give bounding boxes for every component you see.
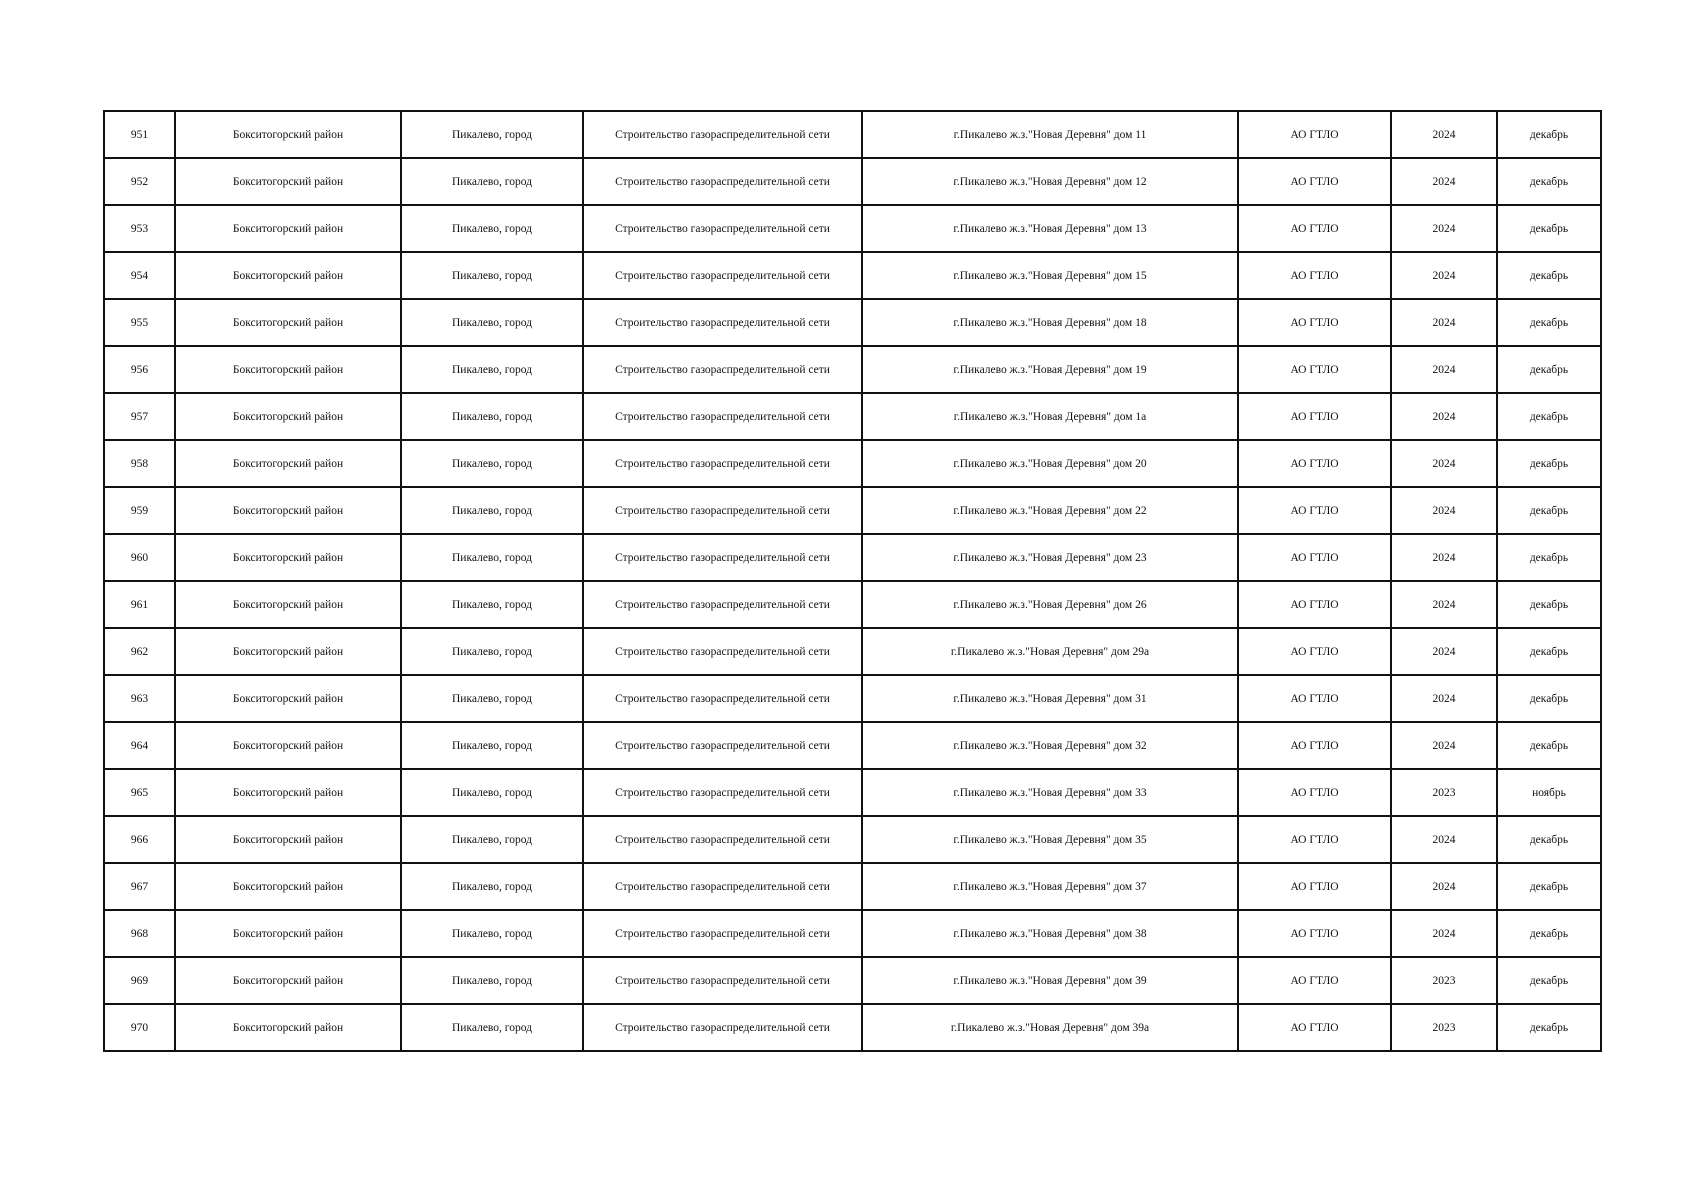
district-cell: Бокситогорский район bbox=[175, 252, 401, 299]
contractor-cell: АО ГТЛО bbox=[1238, 1004, 1391, 1051]
contractor-cell: АО ГТЛО bbox=[1238, 252, 1391, 299]
year-cell: 2023 bbox=[1391, 1004, 1497, 1051]
table-row bbox=[104, 440, 1601, 487]
year-cell: 2024 bbox=[1391, 816, 1497, 863]
district-cell: Бокситогорский район bbox=[175, 534, 401, 581]
work-type-cell: Строительство газораспределительной сети bbox=[583, 910, 862, 957]
row-number-cell: 961 bbox=[104, 581, 175, 628]
address-cell: г.Пикалево ж.з."Новая Деревня" дом 37 bbox=[862, 863, 1238, 910]
contractor-cell: АО ГТЛО bbox=[1238, 722, 1391, 769]
table-row bbox=[104, 910, 1601, 957]
work-type-cell: Строительство газораспределительной сети bbox=[583, 628, 862, 675]
address-cell: г.Пикалево ж.з."Новая Деревня" дом 39 bbox=[862, 957, 1238, 1004]
address-cell: г.Пикалево ж.з."Новая Деревня" дом 32 bbox=[862, 722, 1238, 769]
district-cell: Бокситогорский район bbox=[175, 581, 401, 628]
settlement-cell: Пикалево, город bbox=[401, 440, 583, 487]
month-cell: декабрь bbox=[1497, 158, 1601, 205]
settlement-cell: Пикалево, город bbox=[401, 957, 583, 1004]
district-cell: Бокситогорский район bbox=[175, 816, 401, 863]
month-cell: декабрь bbox=[1497, 816, 1601, 863]
district-cell: Бокситогорский район bbox=[175, 769, 401, 816]
district-cell: Бокситогорский район bbox=[175, 487, 401, 534]
address-cell: г.Пикалево ж.з."Новая Деревня" дом 20 bbox=[862, 440, 1238, 487]
settlement-cell: Пикалево, город bbox=[401, 346, 583, 393]
settlement-cell: Пикалево, город bbox=[401, 534, 583, 581]
row-number-cell: 953 bbox=[104, 205, 175, 252]
year-cell: 2024 bbox=[1391, 440, 1497, 487]
address-cell: г.Пикалево ж.з."Новая Деревня" дом 26 bbox=[862, 581, 1238, 628]
row-number-cell: 970 bbox=[104, 1004, 175, 1051]
month-cell: декабрь bbox=[1497, 205, 1601, 252]
district-cell: Бокситогорский район bbox=[175, 440, 401, 487]
table-row bbox=[104, 628, 1601, 675]
work-type-cell: Строительство газораспределительной сети bbox=[583, 581, 862, 628]
contractor-cell: АО ГТЛО bbox=[1238, 769, 1391, 816]
district-cell: Бокситогорский район bbox=[175, 111, 401, 158]
month-cell: декабрь bbox=[1497, 581, 1601, 628]
year-cell: 2024 bbox=[1391, 299, 1497, 346]
address-cell: г.Пикалево ж.з."Новая Деревня" дом 39а bbox=[862, 1004, 1238, 1051]
year-cell: 2024 bbox=[1391, 205, 1497, 252]
settlement-cell: Пикалево, город bbox=[401, 628, 583, 675]
year-cell: 2024 bbox=[1391, 581, 1497, 628]
work-type-cell: Строительство газораспределительной сети bbox=[583, 299, 862, 346]
registry-table bbox=[103, 110, 1602, 1052]
table-row bbox=[104, 487, 1601, 534]
year-cell: 2024 bbox=[1391, 158, 1497, 205]
work-type-cell: Строительство газораспределительной сети bbox=[583, 440, 862, 487]
work-type-cell: Строительство газораспределительной сети bbox=[583, 158, 862, 205]
settlement-cell: Пикалево, город bbox=[401, 252, 583, 299]
district-cell: Бокситогорский район bbox=[175, 299, 401, 346]
contractor-cell: АО ГТЛО bbox=[1238, 863, 1391, 910]
table-row bbox=[104, 534, 1601, 581]
year-cell: 2024 bbox=[1391, 393, 1497, 440]
settlement-cell: Пикалево, город bbox=[401, 722, 583, 769]
settlement-cell: Пикалево, город bbox=[401, 769, 583, 816]
work-type-cell: Строительство газораспределительной сети bbox=[583, 534, 862, 581]
year-cell: 2024 bbox=[1391, 252, 1497, 299]
district-cell: Бокситогорский район bbox=[175, 722, 401, 769]
contractor-cell: АО ГТЛО bbox=[1238, 111, 1391, 158]
address-cell: г.Пикалево ж.з."Новая Деревня" дом 12 bbox=[862, 158, 1238, 205]
address-cell: г.Пикалево ж.з."Новая Деревня" дом 22 bbox=[862, 487, 1238, 534]
contractor-cell: АО ГТЛО bbox=[1238, 910, 1391, 957]
work-type-cell: Строительство газораспределительной сети bbox=[583, 111, 862, 158]
address-cell: г.Пикалево ж.з."Новая Деревня" дом 13 bbox=[862, 205, 1238, 252]
month-cell: декабрь bbox=[1497, 675, 1601, 722]
district-cell: Бокситогорский район bbox=[175, 393, 401, 440]
contractor-cell: АО ГТЛО bbox=[1238, 628, 1391, 675]
year-cell: 2024 bbox=[1391, 910, 1497, 957]
district-cell: Бокситогорский район bbox=[175, 158, 401, 205]
row-number-cell: 965 bbox=[104, 769, 175, 816]
table-row bbox=[104, 111, 1601, 158]
row-number-cell: 966 bbox=[104, 816, 175, 863]
address-cell: г.Пикалево ж.з."Новая Деревня" дом 35 bbox=[862, 816, 1238, 863]
table-row bbox=[104, 252, 1601, 299]
row-number-cell: 955 bbox=[104, 299, 175, 346]
contractor-cell: АО ГТЛО bbox=[1238, 440, 1391, 487]
month-cell: декабрь bbox=[1497, 863, 1601, 910]
address-cell: г.Пикалево ж.з."Новая Деревня" дом 31 bbox=[862, 675, 1238, 722]
address-cell: г.Пикалево ж.з."Новая Деревня" дом 29а bbox=[862, 628, 1238, 675]
year-cell: 2024 bbox=[1391, 863, 1497, 910]
address-cell: г.Пикалево ж.з."Новая Деревня" дом 33 bbox=[862, 769, 1238, 816]
row-number-cell: 954 bbox=[104, 252, 175, 299]
row-number-cell: 952 bbox=[104, 158, 175, 205]
work-type-cell: Строительство газораспределительной сети bbox=[583, 675, 862, 722]
settlement-cell: Пикалево, город bbox=[401, 1004, 583, 1051]
district-cell: Бокситогорский район bbox=[175, 346, 401, 393]
address-cell: г.Пикалево ж.з."Новая Деревня" дом 38 bbox=[862, 910, 1238, 957]
settlement-cell: Пикалево, город bbox=[401, 158, 583, 205]
settlement-cell: Пикалево, город bbox=[401, 111, 583, 158]
contractor-cell: АО ГТЛО bbox=[1238, 581, 1391, 628]
work-type-cell: Строительство газораспределительной сети bbox=[583, 205, 862, 252]
row-number-cell: 957 bbox=[104, 393, 175, 440]
settlement-cell: Пикалево, город bbox=[401, 910, 583, 957]
row-number-cell: 969 bbox=[104, 957, 175, 1004]
year-cell: 2024 bbox=[1391, 628, 1497, 675]
row-number-cell: 964 bbox=[104, 722, 175, 769]
district-cell: Бокситогорский район bbox=[175, 205, 401, 252]
row-number-cell: 959 bbox=[104, 487, 175, 534]
year-cell: 2024 bbox=[1391, 675, 1497, 722]
work-type-cell: Строительство газораспределительной сети bbox=[583, 957, 862, 1004]
row-number-cell: 960 bbox=[104, 534, 175, 581]
table-row bbox=[104, 722, 1601, 769]
contractor-cell: АО ГТЛО bbox=[1238, 487, 1391, 534]
table-row bbox=[104, 205, 1601, 252]
table-row bbox=[104, 675, 1601, 722]
contractor-cell: АО ГТЛО bbox=[1238, 346, 1391, 393]
work-type-cell: Строительство газораспределительной сети bbox=[583, 816, 862, 863]
month-cell: декабрь bbox=[1497, 252, 1601, 299]
address-cell: г.Пикалево ж.з."Новая Деревня" дом 19 bbox=[862, 346, 1238, 393]
district-cell: Бокситогорский район bbox=[175, 1004, 401, 1051]
work-type-cell: Строительство газораспределительной сети bbox=[583, 722, 862, 769]
table-row bbox=[104, 158, 1601, 205]
table-row bbox=[104, 346, 1601, 393]
settlement-cell: Пикалево, город bbox=[401, 863, 583, 910]
district-cell: Бокситогорский район bbox=[175, 957, 401, 1004]
year-cell: 2024 bbox=[1391, 534, 1497, 581]
work-type-cell: Строительство газораспределительной сети bbox=[583, 769, 862, 816]
settlement-cell: Пикалево, город bbox=[401, 299, 583, 346]
registry-table-body bbox=[104, 111, 1601, 1051]
work-type-cell: Строительство газораспределительной сети bbox=[583, 487, 862, 534]
settlement-cell: Пикалево, город bbox=[401, 487, 583, 534]
district-cell: Бокситогорский район bbox=[175, 675, 401, 722]
contractor-cell: АО ГТЛО bbox=[1238, 534, 1391, 581]
work-type-cell: Строительство газораспределительной сети bbox=[583, 863, 862, 910]
table-row bbox=[104, 299, 1601, 346]
year-cell: 2023 bbox=[1391, 769, 1497, 816]
year-cell: 2023 bbox=[1391, 957, 1497, 1004]
contractor-cell: АО ГТЛО bbox=[1238, 816, 1391, 863]
row-number-cell: 956 bbox=[104, 346, 175, 393]
month-cell: декабрь bbox=[1497, 299, 1601, 346]
row-number-cell: 951 bbox=[104, 111, 175, 158]
work-type-cell: Строительство газораспределительной сети bbox=[583, 1004, 862, 1051]
work-type-cell: Строительство газораспределительной сети bbox=[583, 346, 862, 393]
contractor-cell: АО ГТЛО bbox=[1238, 205, 1391, 252]
table-row bbox=[104, 1004, 1601, 1051]
settlement-cell: Пикалево, город bbox=[401, 675, 583, 722]
month-cell: декабрь bbox=[1497, 910, 1601, 957]
address-cell: г.Пикалево ж.з."Новая Деревня" дом 11 bbox=[862, 111, 1238, 158]
address-cell: г.Пикалево ж.з."Новая Деревня" дом 23 bbox=[862, 534, 1238, 581]
year-cell: 2024 bbox=[1391, 722, 1497, 769]
settlement-cell: Пикалево, город bbox=[401, 393, 583, 440]
month-cell: декабрь bbox=[1497, 534, 1601, 581]
year-cell: 2024 bbox=[1391, 487, 1497, 534]
contractor-cell: АО ГТЛО bbox=[1238, 393, 1391, 440]
address-cell: г.Пикалево ж.з."Новая Деревня" дом 18 bbox=[862, 299, 1238, 346]
month-cell: декабрь bbox=[1497, 393, 1601, 440]
work-type-cell: Строительство газораспределительной сети bbox=[583, 252, 862, 299]
row-number-cell: 958 bbox=[104, 440, 175, 487]
month-cell: декабрь bbox=[1497, 487, 1601, 534]
month-cell: декабрь bbox=[1497, 722, 1601, 769]
table-row bbox=[104, 581, 1601, 628]
settlement-cell: Пикалево, город bbox=[401, 816, 583, 863]
month-cell: декабрь bbox=[1497, 628, 1601, 675]
year-cell: 2024 bbox=[1391, 111, 1497, 158]
address-cell: г.Пикалево ж.з."Новая Деревня" дом 15 bbox=[862, 252, 1238, 299]
month-cell: ноябрь bbox=[1497, 769, 1601, 816]
district-cell: Бокситогорский район bbox=[175, 910, 401, 957]
row-number-cell: 962 bbox=[104, 628, 175, 675]
settlement-cell: Пикалево, город bbox=[401, 581, 583, 628]
document-page bbox=[103, 110, 1600, 1052]
district-cell: Бокситогорский район bbox=[175, 863, 401, 910]
year-cell: 2024 bbox=[1391, 346, 1497, 393]
settlement-cell: Пикалево, город bbox=[401, 205, 583, 252]
month-cell: декабрь bbox=[1497, 1004, 1601, 1051]
table-row bbox=[104, 957, 1601, 1004]
contractor-cell: АО ГТЛО bbox=[1238, 957, 1391, 1004]
table-row bbox=[104, 863, 1601, 910]
month-cell: декабрь bbox=[1497, 440, 1601, 487]
month-cell: декабрь bbox=[1497, 346, 1601, 393]
table-row bbox=[104, 769, 1601, 816]
table-row bbox=[104, 816, 1601, 863]
row-number-cell: 968 bbox=[104, 910, 175, 957]
contractor-cell: АО ГТЛО bbox=[1238, 158, 1391, 205]
table-row bbox=[104, 393, 1601, 440]
contractor-cell: АО ГТЛО bbox=[1238, 675, 1391, 722]
month-cell: декабрь bbox=[1497, 111, 1601, 158]
district-cell: Бокситогорский район bbox=[175, 628, 401, 675]
work-type-cell: Строительство газораспределительной сети bbox=[583, 393, 862, 440]
month-cell: декабрь bbox=[1497, 957, 1601, 1004]
contractor-cell: АО ГТЛО bbox=[1238, 299, 1391, 346]
row-number-cell: 963 bbox=[104, 675, 175, 722]
address-cell: г.Пикалево ж.з."Новая Деревня" дом 1а bbox=[862, 393, 1238, 440]
row-number-cell: 967 bbox=[104, 863, 175, 910]
